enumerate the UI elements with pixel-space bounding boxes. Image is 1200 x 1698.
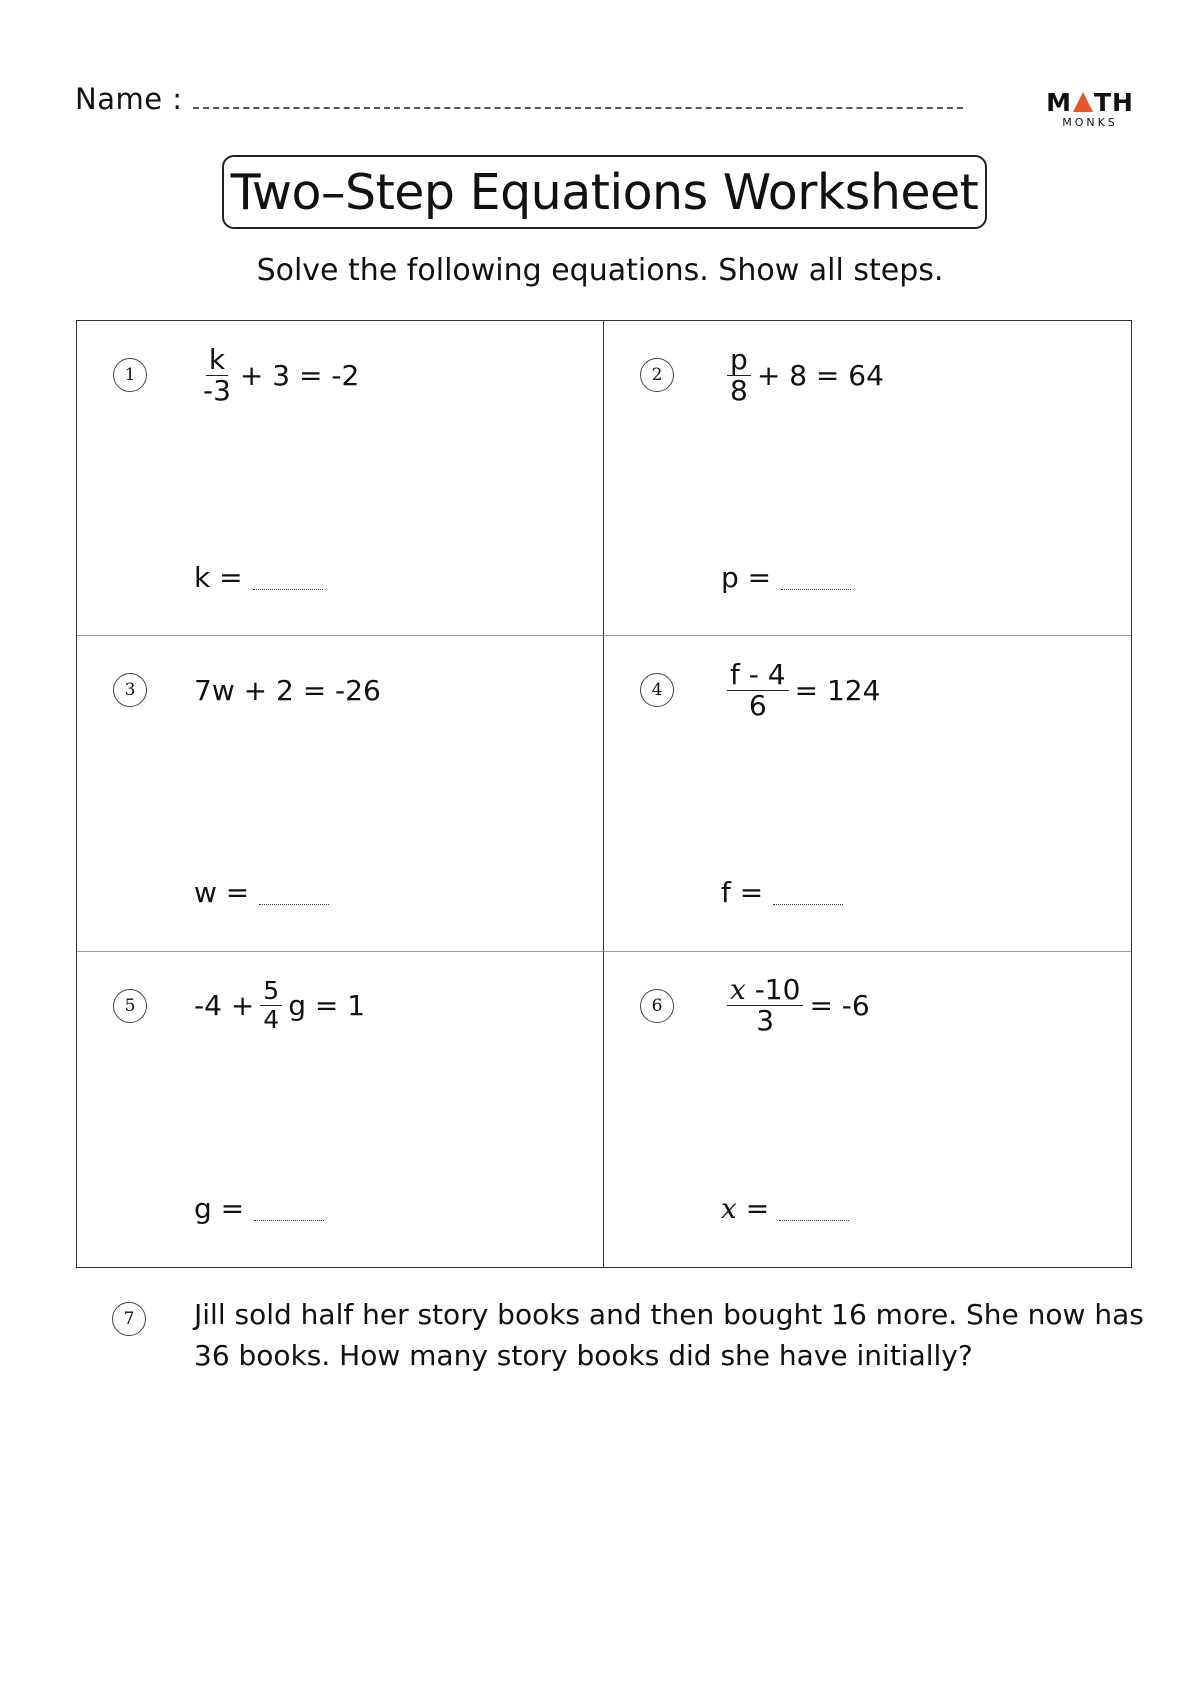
fraction: $\frac{f - 4}{6}$ <box>727 660 789 721</box>
equation: $\frac{p}{8}$ + 8 = 64 <box>721 341 884 409</box>
problem-grid <box>76 320 1132 1268</box>
problem-number: 5 <box>113 989 147 1023</box>
answer-blank[interactable] <box>253 589 323 590</box>
fraction: $\frac{k}{-3}$ <box>203 342 231 407</box>
answer-blank[interactable] <box>259 904 329 905</box>
fraction: $\frac{x -10}{3}$ <box>727 975 803 1036</box>
problem-cell <box>77 636 604 951</box>
word-problem-text: Jill sold half her story books and then bought 16 more. She now has 36 books. How many story books did she have initially? <box>194 1298 1144 1372</box>
name-row <box>75 82 963 116</box>
equation: 7w + 2 = -26 <box>194 673 381 707</box>
triangle-icon <box>1073 92 1093 112</box>
equation: $\frac{x -10}{3}$ = -6 <box>721 972 870 1040</box>
problem-cell <box>604 952 1131 1267</box>
name-field[interactable] <box>193 107 963 109</box>
name-label: Name : <box>75 82 183 116</box>
answer-blank[interactable] <box>781 589 851 590</box>
problem-cell <box>77 321 604 636</box>
logo-subtitle: MONKS <box>1062 116 1118 129</box>
problem-number: 4 <box>640 673 674 707</box>
problem-number: 7 <box>112 1302 146 1336</box>
problem-cell <box>77 952 604 1267</box>
answer: p = <box>721 561 851 594</box>
logo: M TH MONKS <box>1046 88 1134 129</box>
fraction: $\frac{p}{8}$ <box>727 345 751 406</box>
answer-blank[interactable] <box>773 904 843 905</box>
equation: -4 + $\frac{5}{4}$ g = 1 <box>194 976 366 1035</box>
instructions: Solve the following equations. Show all steps. <box>256 253 944 288</box>
answer: w = <box>194 876 329 909</box>
page-title: Two–Step Equations Worksheet <box>230 163 979 221</box>
answer: x = <box>721 1192 849 1225</box>
title-box <box>222 155 987 229</box>
problem-number: 1 <box>113 358 147 392</box>
problem-cell <box>604 321 1131 636</box>
problem-number: 6 <box>640 989 674 1023</box>
answer: g = <box>194 1192 324 1225</box>
answer: f = <box>721 876 843 909</box>
problem-cell <box>604 636 1131 951</box>
problem-number: 3 <box>113 673 147 707</box>
answer: k = <box>194 561 323 594</box>
problem-number: 2 <box>640 358 674 392</box>
equation: $\frac{k}{-3}$ + 3 = -2 <box>194 341 359 409</box>
answer-blank[interactable] <box>254 1220 324 1221</box>
equation: $\frac{f - 4}{6}$ = 124 <box>721 656 880 724</box>
answer-blank[interactable] <box>779 1220 849 1221</box>
fraction: $\frac{5}{4}$ <box>260 977 282 1034</box>
